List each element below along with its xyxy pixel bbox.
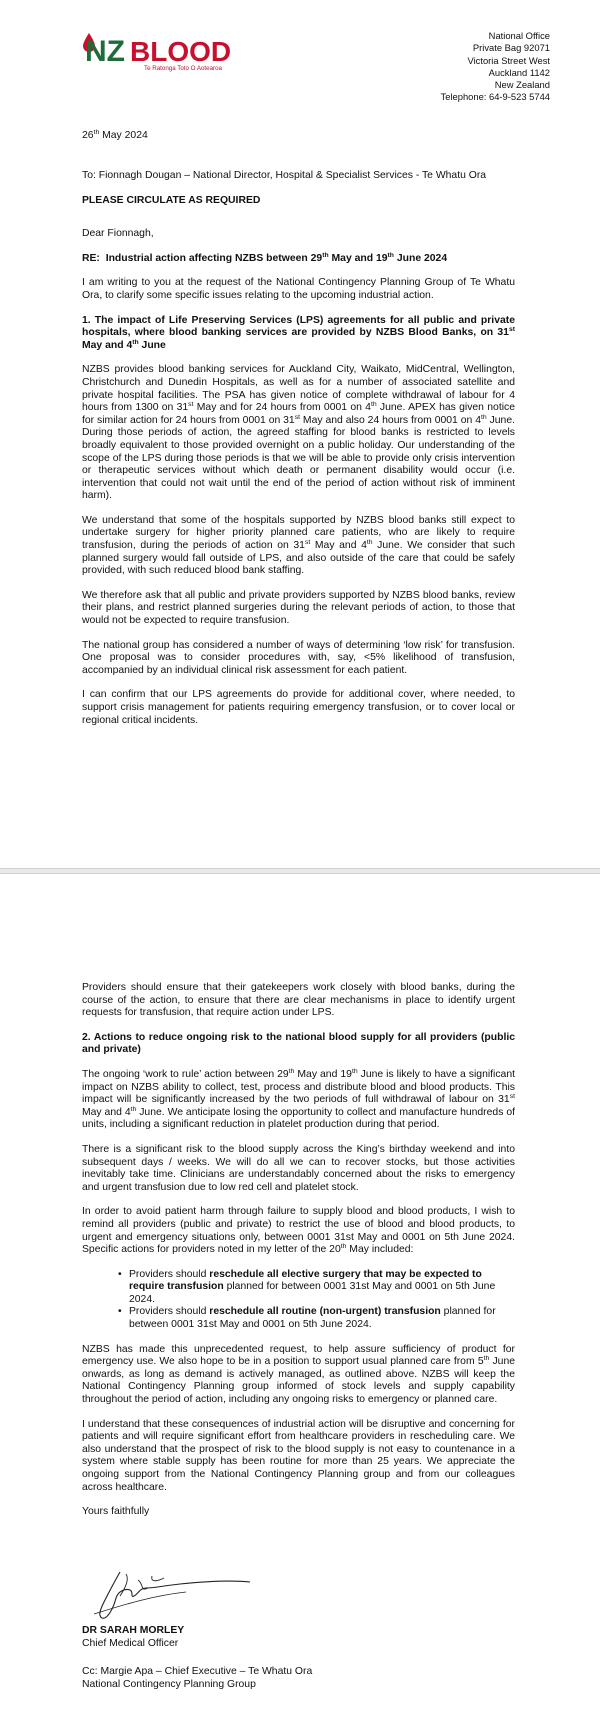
address-line: Victoria Street West: [467, 54, 550, 66]
body-paragraph: We therefore ask that all public and private providers supported by NZBS blood banks, review their plans, and restrict planned surgeries during the relevant periods of action, to those that would not be expected to require transfusion.: [82, 589, 515, 627]
address-line: Auckland 1142: [488, 66, 550, 78]
cc-line: Cc: Margie Apa – Chief Executive – Te Whatu Ora: [82, 1666, 313, 1677]
body-paragraph: There is a significant risk to the blood supply across the King’s birthday weekend and into subsequent days / weeks. We will do all we can to recover stocks, but those activities inevitably take time. Clinicians are understandably concerned about the risks to emergency and urgent transfusion due to low red cell and platelet stock.: [82, 1143, 515, 1193]
list-item: • Providers should reschedule all elective surgery that may be expected to require transfusion planned for between 0001 31st May and 0001 on 5th June 2024.: [118, 1269, 515, 1307]
sender-address: [441, 30, 550, 104]
nzblood-logo: [82, 28, 232, 72]
signatory-title: Chief Medical Officer: [82, 1637, 179, 1649]
section-2-heading: 2. Actions to reduce ongoing risk to the national blood supply for all providers (public and private): [82, 1031, 515, 1056]
body-paragraph: Providers should ensure that their gatekeepers work closely with blood banks, during the course of the action, to ensure that there are clear mechanisms in place to identify urgent requests for transfusion, that require action under LPS.: [82, 982, 515, 1019]
signatory-block: [82, 1625, 184, 1650]
address-line: Private Bag 92071: [472, 42, 550, 54]
address-line: Telephone: 64-9-523 5744: [440, 91, 550, 103]
intro-paragraph: I am writing to you at the request of the National Contingency Planning Group of Te Whatu Ora, to clarify some specific issues relating to the upcoming industrial action.: [82, 277, 515, 301]
circulate-notice: PLEASE CIRCULATE AS REQUIRED: [82, 194, 261, 206]
closing: Yours faithfully: [82, 1506, 150, 1518]
letter-date: 26th May 2024: [82, 129, 148, 141]
actions-list: [82, 1269, 515, 1332]
letter-body-page-2: [82, 982, 515, 1531]
body-paragraph: NZBS provides blood banking services for Auckland City, Waikato, MidCentral, Wellington, Christchurch and Dunedin Hospitals, as well as for a number of associated satellite and private hospital facilities. The PSA has given notice of complete withdrawal of labour for 4 hours from 1300 on 31st May and for 24 hours from 0001 on 4th June. APEX has given notice for similar action for 24 hours from 0001 on 31st May and also 24 hours from 0001 on 4th June. During those periods of action, the agreed staffing for blood banks is restricted to levels broadly equivalent to those provided overnight on a public holiday. Our understanding of the scope of the LPS during those periods is that we will be able to provide only crisis intervention or therapeutic services without which death or permanent disability would occur (i.e. intervention that could not wait until the end of the period of action without risk of imminent harm).: [82, 364, 515, 502]
cc-line: National Contingency Planning Group: [82, 1678, 256, 1690]
body-paragraph: In order to avoid patient harm through failure to supply blood and blood products, I wish to remind all providers (public and private) to restrict the use of blood and blood products, to urgent and emergency situations only, between 0001 31st May and 0001 on 5th June 2024. Specific actions for providers noted in my letter of the 20th May included:: [82, 1206, 515, 1256]
address-line: National Office: [488, 30, 550, 41]
body-paragraph: We understand that some of the hospitals supported by NZBS blood banks still expect to undertake surgery for higher priority planned care patients, who are likely to require transfusion, during the periods of action on 31st May and 4th June. We consider that such planned surgery would fall outside of LPS, and also outside of the care that could be safely provided, with such reduced blood bank staffing.: [82, 514, 516, 577]
logo-tagline: Te Ratonga Toto O Aotearoa: [144, 65, 222, 72]
body-paragraph: The national group has considered a number of ways of determining ‘low risk’ for transfusion. One proposal was to consider procedures with, say, <5% likelihood of transfusion, accompanied by an individual clinical risk assessment for each patient.: [82, 639, 515, 676]
section-1-heading: 1. The impact of Life Preserving Services (LPS) agreements for all public and private hospitals, where blood banking services are provided by NZBS Blood Banks, on 31st May and 4th June: [82, 314, 515, 351]
body-paragraph: NZBS has made this unprecedented request, to help assure sufficiency of product for emergency use. We also hope to be in a position to support usual planned care from 5th June onwards, as long as demand is actively managed, as outlined above. NZBS will keep the National Contingency Planning group informed of stock levels and supply capability throughout the period of action, including any ongoing risks to emergency or planned care.: [82, 1343, 516, 1406]
address-line: New Zealand: [494, 79, 550, 91]
body-paragraph: The ongoing ‘work to rule’ action between 29th May and 19th June is likely to have a significant impact on NZBS ability to collect, test, process and distribute blood and blood products. This impact will be significantly increased by the two periods of full withdrawal of labour on 31st May and 4th June. We anticipate losing the opportunity to collect and manufacture hundreds of units, including a significant reduction in platelet production during that period.: [82, 1067, 515, 1131]
logo-nz: NZ: [85, 35, 125, 68]
signature-image: [90, 1566, 260, 1624]
letter-body-page-1: [82, 170, 515, 739]
body-paragraph: I can confirm that our LPS agreements do provide for additional cover, where needed, to support crisis management for patients requiring emergency transfusion, or to cover local or regional critical incidents.: [82, 689, 515, 726]
cc-block: [82, 1666, 312, 1691]
salutation: Dear Fionnagh,: [82, 228, 154, 240]
recipient-line: To: Fionnagh Dougan – National Director, Hospital & Specialist Services - Te Whatu Ora: [82, 170, 487, 181]
body-paragraph: I understand that these consequences of industrial action will be disruptive and concerning for patients and will require significant effort from healthcare providers in rescheduling care. We also understand that the prospect of risk to the blood supply is not easy to countenance in a system where stable supply has been routine for more than 25 years. We appreciate the ongoing support from the National Contingency Planning group and from our colleagues across healthcare.: [82, 1418, 515, 1493]
subject-line: RE: Industrial action affecting NZBS between 29th May and 19th June 2024: [82, 251, 448, 264]
logo-blood: BLOOD: [130, 36, 232, 67]
list-item: • Providers should reschedule all routine (non-urgent) transfusion planned for between 0001 31st May and 0001 on 5th June 2024.: [118, 1306, 515, 1331]
signatory-name: DR SARAH MORLEY: [82, 1625, 185, 1636]
